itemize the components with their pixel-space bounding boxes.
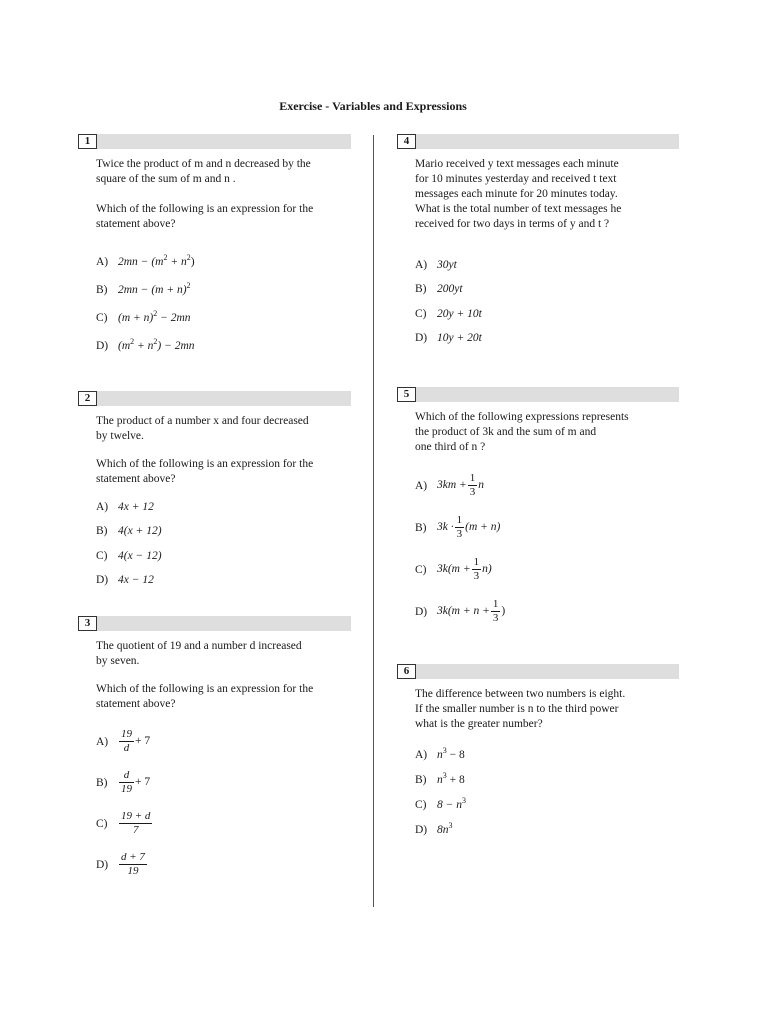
question-text-line: by twelve. [96, 430, 144, 442]
answer-choice-c[interactable] [96, 547, 162, 565]
choice-letter: A) [415, 259, 428, 271]
fraction [119, 769, 134, 796]
question-header-bar [397, 387, 679, 402]
choice-letter: D) [415, 605, 428, 618]
answer-choice-a[interactable] [415, 746, 465, 764]
question-prompt [96, 202, 313, 232]
page-title: Exercise - Variables and Expressions [279, 99, 467, 113]
choice-exponent: 3 [448, 821, 453, 830]
choice-exponent: 2 [153, 337, 158, 346]
question-text-line: Twice the product of m and n decreased by the [96, 158, 311, 170]
answer-choice-b[interactable] [415, 280, 463, 298]
question-prompt-line: statement above? [96, 698, 176, 710]
answer-choice-c[interactable] [415, 305, 482, 323]
fraction-denominator: 3 [473, 570, 480, 582]
fraction-denominator: 19 [127, 865, 139, 877]
choice-letter: B) [415, 521, 427, 534]
question-text [96, 157, 311, 187]
question-header-bar [78, 391, 351, 406]
choice-expression-part: − 2mn [157, 312, 191, 324]
choice-letter: D) [96, 574, 109, 586]
fraction-numerator: 1 [473, 556, 480, 568]
choice-expression-part: n [437, 774, 443, 786]
fraction [472, 556, 482, 583]
fraction-numerator: d + 7 [121, 851, 145, 863]
question-text [415, 687, 625, 732]
choice-letter: A) [415, 749, 428, 761]
fraction [455, 514, 465, 541]
choice-letter: B) [415, 774, 427, 786]
fraction-denominator: 3 [469, 486, 476, 498]
answer-choice-a[interactable] [96, 498, 154, 516]
choice-expression: 30yt [437, 259, 457, 271]
choice-expression-part: n [437, 749, 443, 761]
choice-letter: D) [96, 858, 109, 871]
question-text-line: The quotient of 19 and a number d increased [96, 640, 302, 652]
choice-letter: B) [96, 525, 108, 537]
answer-choice-d[interactable] [96, 851, 148, 878]
fraction-denominator: d [123, 742, 130, 754]
choice-expression-part: n) [482, 563, 492, 576]
question-text-line: one third of n ? [415, 441, 486, 453]
choice-letter: C) [415, 799, 427, 811]
choice-expression-part: 8n [437, 824, 449, 836]
answer-choice-d[interactable] [415, 821, 453, 839]
choice-exponent: 2 [163, 253, 168, 262]
choice-expression-part: + n [167, 256, 187, 268]
choice-expression-part: 3k(m + [437, 563, 471, 576]
fraction-numerator: 1 [469, 472, 476, 484]
choice-letter: A) [96, 501, 109, 513]
question-text-line: received for two days in terms of y and t ? [415, 218, 610, 230]
choice-exponent: 2 [130, 337, 135, 346]
answer-choice-b[interactable] [415, 514, 500, 541]
question-text-line: messages each minute for 20 minutes today. [415, 188, 618, 200]
answer-choice-a[interactable] [415, 472, 484, 499]
question-number: 2 [78, 391, 97, 406]
question-text [415, 410, 629, 455]
question-text [415, 157, 621, 232]
answer-choice-d[interactable] [415, 598, 505, 625]
choice-expression-part: + 8 [446, 774, 465, 786]
choice-expression-part: 2mn − (m + n) [118, 284, 187, 296]
choice-letter: C) [415, 308, 427, 320]
answer-choice-b[interactable] [96, 522, 162, 540]
answer-choice-c[interactable] [415, 796, 466, 814]
question-header-bar [397, 134, 679, 149]
choice-letter: C) [96, 550, 108, 562]
answer-choice-c[interactable] [96, 309, 191, 327]
question-text-line: square of the sum of m and n . [96, 173, 236, 185]
answer-choice-a[interactable] [96, 728, 150, 755]
choice-expression-part: ) − 2mn [157, 340, 195, 352]
choice-letter: A) [96, 735, 109, 748]
choice-letter: C) [415, 563, 427, 576]
question-prompt-line: Which of the following is an expression for the [96, 203, 314, 215]
choice-expression-part: (m [118, 340, 131, 352]
choice-expression-part: 3k(m + n + [437, 605, 490, 618]
fraction [491, 598, 501, 625]
choice-letter: B) [96, 776, 108, 789]
choice-expression-part: + 7 [135, 776, 151, 789]
question-text-line: The product of a number x and four decreased [96, 415, 309, 427]
choice-letter: C) [96, 312, 108, 324]
fraction-denominator: 19 [121, 783, 132, 795]
fraction-numerator: 19 [121, 728, 132, 740]
question-prompt-line: Which of the following is an expression for the [96, 683, 314, 695]
question-text [96, 639, 302, 669]
choice-expression-part: + 7 [135, 735, 151, 748]
fraction-numerator: d [119, 769, 134, 783]
answer-choice-d[interactable] [96, 337, 195, 355]
choice-exponent: 2 [186, 281, 191, 290]
answer-choice-d[interactable] [415, 329, 482, 347]
choice-expression-part: (m + n) [118, 312, 154, 324]
question-number: 4 [397, 134, 416, 149]
choice-letter: A) [415, 479, 428, 492]
question-prompt-line: statement above? [96, 218, 176, 230]
choice-expression-part: n [478, 479, 485, 492]
question-text-line: If the smaller number is n to the third power [415, 703, 619, 715]
question-text-line: Mario received y text messages each minute [415, 158, 619, 170]
choice-expression: 4(x + 12) [118, 525, 162, 537]
question-prompt [96, 682, 313, 712]
answer-choice-b[interactable] [415, 771, 465, 789]
fraction [468, 472, 478, 499]
choice-letter: B) [96, 284, 108, 296]
choice-expression: 10y + 20t [437, 332, 482, 344]
question-header-bar [78, 134, 351, 149]
choice-expression-part: ) [190, 256, 195, 268]
fraction-denominator: 7 [132, 824, 139, 836]
choice-letter: D) [96, 340, 109, 352]
fraction-numerator: 1 [492, 598, 499, 610]
choice-letter: A) [96, 256, 109, 268]
answer-choice-b[interactable] [96, 281, 191, 299]
question-text [96, 414, 309, 444]
choice-expression-part: 3km + [437, 479, 467, 492]
question-number: 5 [397, 387, 416, 402]
answer-choice-a[interactable] [415, 256, 457, 274]
fraction [119, 728, 134, 755]
answer-choice-d[interactable] [96, 571, 154, 589]
column-divider [373, 135, 374, 907]
choice-expression-part: (m + n) [465, 521, 501, 534]
choice-expression: 4x − 12 [118, 574, 154, 586]
question-number: 1 [78, 134, 97, 149]
choice-expression: 200yt [437, 283, 463, 295]
choice-expression-part: 2mn − (m [118, 256, 164, 268]
question-text-line: for 10 minutes yesterday and received t text [415, 173, 617, 185]
choice-letter: C) [96, 817, 108, 830]
answer-choice-c[interactable] [415, 556, 492, 583]
answer-choice-c[interactable] [96, 810, 153, 837]
question-header-bar [78, 616, 351, 631]
fraction [119, 810, 152, 837]
question-text-line: by seven. [96, 655, 140, 667]
question-text-line: What is the total number of text messages he [415, 203, 622, 215]
question-number: 6 [397, 664, 416, 679]
choice-exponent: 3 [462, 796, 467, 805]
choice-expression: 20y + 10t [437, 308, 482, 320]
choice-expression-part: 8 − n [437, 799, 463, 811]
fraction-denominator: 3 [492, 612, 499, 624]
fraction-denominator: 3 [456, 528, 463, 540]
choice-expression: 4(x − 12) [118, 550, 162, 562]
question-text-line: what is the greater number? [415, 718, 543, 730]
question-header-bar [397, 664, 679, 679]
answer-choice-b[interactable] [96, 769, 150, 796]
question-prompt-line: Which of the following is an expression for the [96, 458, 314, 470]
choice-exponent: 2 [153, 309, 158, 318]
answer-choice-a[interactable] [96, 253, 195, 271]
choice-letter: D) [415, 332, 428, 344]
fraction-numerator: 19 + d [121, 810, 151, 822]
choice-expression-part: 3k · [437, 521, 454, 534]
choice-expression-part: − 8 [446, 749, 465, 761]
fraction [119, 851, 147, 878]
question-prompt-line: statement above? [96, 473, 176, 485]
choice-expression: 4x + 12 [118, 501, 154, 513]
choice-letter: D) [415, 824, 428, 836]
choice-exponent: 3 [442, 746, 447, 755]
fraction-numerator: 1 [456, 514, 463, 526]
choice-exponent: 3 [442, 771, 447, 780]
choice-letter: B) [415, 283, 427, 295]
choice-expression-part: ) [501, 605, 506, 618]
question-text-line: Which of the following expressions represents [415, 411, 629, 423]
question-number: 3 [78, 616, 97, 631]
choice-exponent: 2 [186, 253, 191, 262]
question-prompt [96, 457, 313, 487]
choice-expression-part: + n [134, 340, 154, 352]
question-text-line: The difference between two numbers is eight. [415, 688, 626, 700]
question-text-line: the product of 3k and the sum of m and [415, 426, 597, 438]
